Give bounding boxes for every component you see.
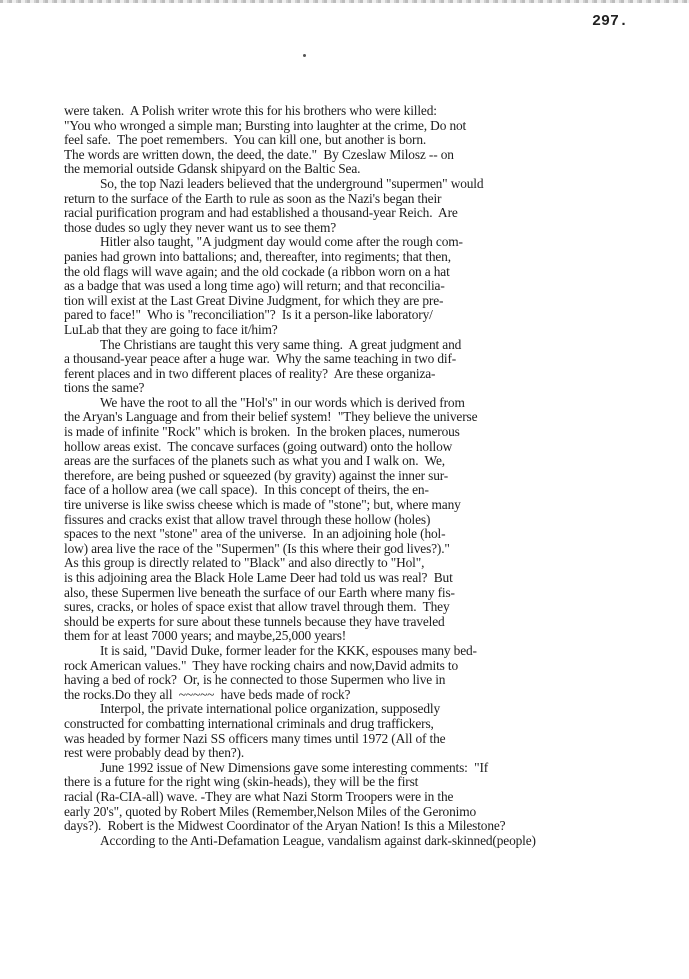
text-line: hollow areas exist. The concave surfaces (going outward) onto the hollow (64, 438, 453, 454)
text-line: rest were probably dead by then?). (64, 745, 245, 761)
text-line: It is said, "David Duke, former leader for the KKK, espouses many bed- (100, 642, 477, 658)
text-line: The Christians are taught this very same thing. A great judgment and (100, 336, 462, 352)
text-line: having a bed of rock? Or, is he connected to those Supermen who live in (64, 672, 446, 688)
text-line: pared to face!" Who is "reconciliation"? Is it a person-like laboratory/ (64, 307, 433, 323)
text-line: should be experts for sure about these tunnels because they have traveled (64, 613, 445, 629)
text-line: racial (Ra-CIA-all) wave. -They are what Nazi Storm Troopers were in the (64, 788, 454, 804)
text-line: sures, cracks, or holes of space exist that allow travel through them. They (64, 599, 450, 615)
scan-speck (303, 54, 306, 57)
text-line: the old flags will wave again; and the old cockade (a ribbon worn on a hat (64, 263, 450, 279)
text-line: racial purification program and had established a thousand-year Reich. Are (64, 205, 458, 221)
text-line: tions the same? (64, 380, 145, 396)
text-line: therefore, are being pushed or squeezed (by gravity) against the inner sur- (64, 467, 449, 483)
text-line: LuLab that they are going to face it/him? (64, 321, 278, 337)
text-line: areas are the surfaces of the planets such as what you and I walk on. We, (64, 453, 445, 469)
text-line: June 1992 issue of New Dimensions gave some interesting comments: "If (100, 759, 489, 775)
scan-edge (0, 0, 689, 3)
text-line: were taken. A Polish writer wrote this for his brothers who were killed: (64, 103, 437, 118)
text-line: tion will exist at the Last Great Divine Judgment, for which they are pre- (64, 292, 444, 308)
text-line: was headed by former Nazi SS officers many times until 1972 (All of the (64, 730, 446, 746)
text-line: Interpol, the private international police organization, supposedly (100, 701, 440, 717)
text-line: early 20's", quoted by Robert Miles (Remember,Nelson Miles of the Geronimo (64, 803, 477, 819)
text-line: So, the top Nazi leaders believed that the underground "supermen" would (100, 175, 484, 191)
text-line: days?). Robert is the Midwest Coordinator of the Aryan Nation! Is this a Milestone? (64, 818, 506, 834)
text-line: as a badge that was used a long time ago) will return; and that reconcilia- (64, 278, 445, 294)
text-line: return to the surface of the Earth to rule as soon as the Nazi's began their (64, 190, 442, 206)
text-line: also, these Supermen live beneath the surface of our Earth where many fis- (64, 584, 455, 600)
text-line: is made of infinite "Rock" which is broken. In the broken places, numerous (64, 424, 460, 440)
text-line: As this group is directly related to "Black" and also directly to "Hol", (64, 555, 425, 571)
text-line: them for at least 7000 years; and maybe,25,000 years! (64, 628, 347, 644)
text-line: constructed for combatting international criminals and drug traffickers, (64, 715, 434, 731)
text-line: face of a hollow area (we call space). In this concept of theirs, the en- (64, 482, 429, 498)
text-line: is this adjoining area the Black Hole Lame Deer had told us was real? But (64, 570, 453, 585)
text-line: rock American values." They have rocking chairs and now,David admits to (64, 657, 459, 673)
text-line: the memorial outside Gdansk shipyard on the Baltic Sea. (64, 161, 361, 177)
text-line: The words are written down, the deed, the date." By Czeslaw Milosz -- on (64, 146, 454, 162)
text-line: a thousand-year peace after a huge war. Why the same teaching in two dif- (64, 351, 457, 367)
text-line: spaces to the next "stone" area of the universe. In an adjoining hole (hol- (64, 526, 446, 542)
page-number: 297. (592, 13, 629, 30)
text-line: tire universe is like swiss cheese which is made of "stone"; but, where many (64, 497, 461, 513)
text-line: ferent places and in two different places of reality? Are these organiza- (64, 365, 436, 381)
text-line: fissures and cracks exist that allow travel through these hollow (holes) (64, 511, 431, 527)
text-line: feel safe. The poet remembers. You can kill one, but another is born. (64, 132, 427, 148)
text-line: those dudes so ugly they never want us to see them? (64, 219, 337, 235)
text-line: there is a future for the right wing (skin-heads), they will be the first (64, 774, 419, 790)
text-line: "You who wronged a simple man; Bursting into laughter at the crime, Do not (64, 117, 467, 133)
body-text (64, 104, 684, 848)
text-line: low) area live the race of the "Supermen" (Is this where their god lives?)." (64, 540, 450, 556)
text-line: According to the Anti-Defamation League, vandalism against dark-skinned(people) (100, 832, 536, 848)
text-line: the Aryan's Language and from their belief system! "They believe the universe (64, 409, 478, 425)
text-line: the rocks.Do they all ~~~~~ have beds made of rock? (64, 686, 351, 702)
text-line: panies had grown into battalions; and, thereafter, into regiments; that then, (64, 248, 451, 264)
text-line: We have the root to all the "Hol's" in our words which is derived from (100, 394, 465, 410)
text-line: Hitler also taught, "A judgment day would come after the rough com- (100, 234, 463, 250)
